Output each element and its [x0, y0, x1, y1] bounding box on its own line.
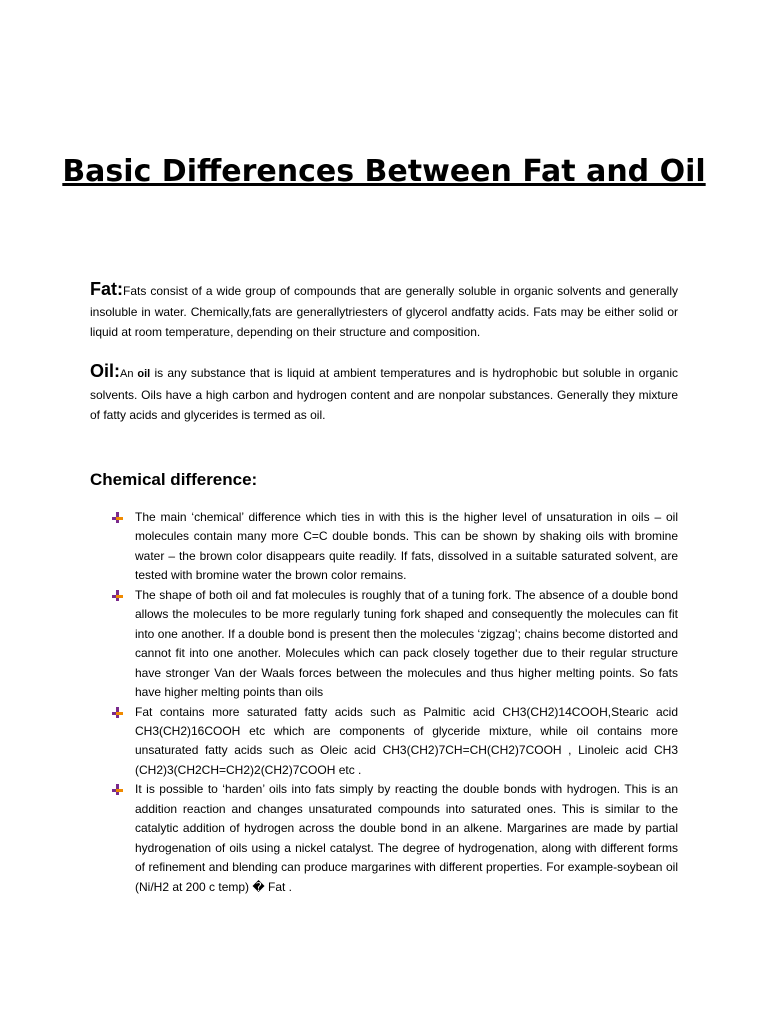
list-item: [112, 703, 678, 781]
fat-term: Fat:: [90, 279, 123, 299]
arrow-cross-bullet-icon: [112, 784, 123, 795]
list-item-text: Fat contains more saturated fatty acids such as Palmitic acid CH3(CH2)14COOH,Stearic acid CH3(CH2)16COOH etc which are components of glyceride mixture, while oil contains more unsaturated fatty acids such as Oleic acid CH3(CH2)7CH=CH(CH2)7COOH , Linoleic acid CH3 (CH2)3(CH2CH=CH2)2(CH2)7COOH etc .: [135, 704, 678, 777]
document-title: Basic Differences Between Fat and Oil: [62, 154, 706, 189]
chemical-difference-heading: Chemical difference:: [90, 470, 258, 489]
fat-paragraph: [90, 279, 678, 343]
oil-bold-word: oil: [137, 368, 151, 380]
oil-prefix: An: [120, 368, 138, 380]
arrow-cross-bullet-icon: [112, 707, 123, 718]
list-item-text: It is possible to ‘harden’ oils into fats simply by reacting the double bonds with hydrogen. This is an addition reaction and changes unsaturated compounds into saturated ones. This is similar to the catalytic addition of hydrogen across the double bond in an alkene. Margarines are made by partial hydrogenation of oils using a nickel catalyst. The degree of hydrogenation, along with different forms of refinement and blending can produce margarines with different properties. For example-soybean oil (Ni/H2 at 200 c temp) � Fat .: [135, 782, 678, 894]
list-item-text: The main ‘chemical’ difference which ties in with this is the higher level of unsaturation in oils – oil molecules contain many more C=C double bonds. This can be shown by shaking oils with bromine water – the brown color disappears quite readily. If fats, dissolved in a suitable saturated solvent, are tested with bromine water the brown color remains.: [135, 510, 678, 583]
list-item: [112, 780, 678, 897]
chemical-difference-list: [112, 508, 678, 897]
list-item: [112, 508, 678, 586]
oil-definition: is any substance that is liquid at ambient temperatures and is hydrophobic but soluble in organic solvents. Oils have a high carbon and hydrogen content and are nonpolar substances. Generally they mixture of fatty acids and glycerides is termed as oil.: [90, 366, 679, 422]
list-item-text: The shape of both oil and fat molecules is roughly that of a tuning fork. The absence of a double bond allows the molecules to be more regularly tuning fork shaped and consequently the molecules can fit into one another. If a double bond is present then the molecules ‘zigzag’; chains become distorted and cannot fit into one another. Molecules which can pack closely together due to their regular structure have stronger Van der Waals forces between the molecules and thus higher melting points. So fats have higher melting points than oils: [135, 587, 678, 700]
arrow-cross-bullet-icon: [112, 512, 123, 523]
fat-definition: Fats consist of a wide group of compounds that are generally soluble in organic solvents and generally insoluble in water. Chemically,fats are generallytriesters of glycerol andfatty acids. Fats may be either solid or liquid at room temperature, depending on their structure and composition.: [90, 284, 678, 339]
oil-paragraph: [90, 361, 678, 426]
oil-term: Oil:: [90, 361, 120, 381]
arrow-cross-bullet-icon: [112, 590, 123, 601]
list-item: [112, 586, 678, 703]
